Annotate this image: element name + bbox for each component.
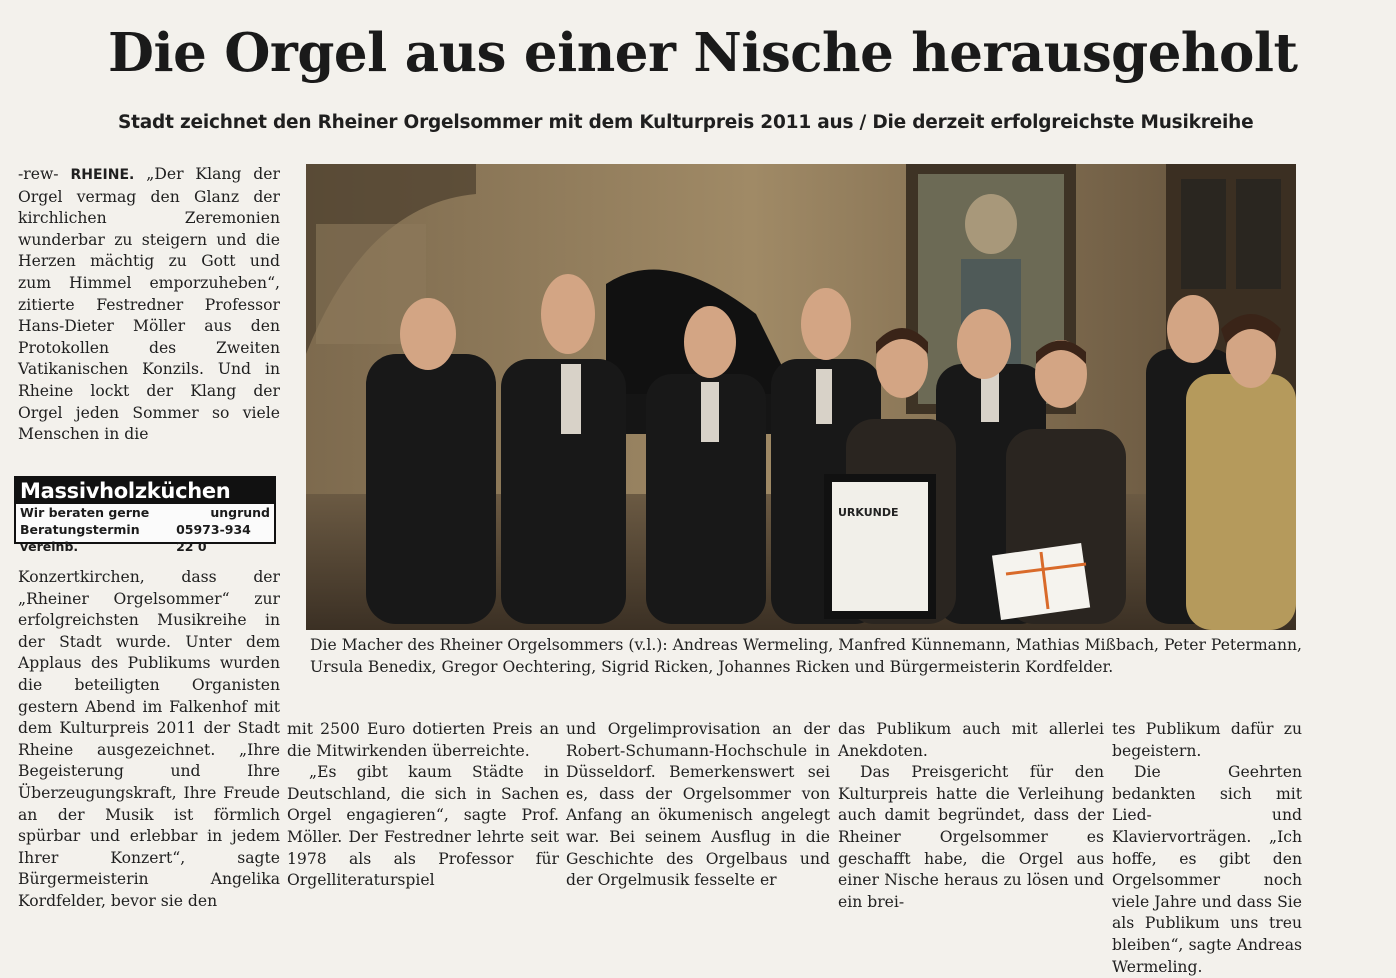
group-photo	[306, 164, 1296, 630]
photo-illustration	[306, 164, 1296, 630]
ad-appointment-text: Beratungstermin vereinb.	[20, 522, 140, 554]
classified-ad	[14, 476, 276, 554]
adjacent-article-edge-right	[1304, 0, 1396, 954]
ad-line-2	[16, 521, 274, 555]
paragraph: „Es gibt kaum Städte in Deutschland, die sich in Sachen Orgel engagieren“, sagte Prof. Möller. Der Festredner lehrte seit 1978 als als Professor für Orgelliteraturspiel	[287, 763, 559, 890]
body-column-1-continued	[18, 567, 280, 913]
adjacent-article-edge-top	[560, 0, 860, 24]
paragraph: und Orgelimprovisation an der Robert-Schumann-Hochschule in Düsseldorf. Bemerkenswert sei es, dass der Orgelsommer von Anfang an ökumenisch angelegt war. Bei seinem Ausflug in die Geschichte des Orgelbaus und der Orgelmusik fesselte er	[566, 720, 830, 890]
byline: -rew-	[18, 165, 59, 183]
paragraph: das Publikum auch mit allerlei Anekdoten.	[838, 720, 1104, 760]
certificate-label: URKUNDE	[838, 506, 899, 519]
subheadline: Stadt zeichnet den Rheiner Orgelsommer mit dem Kulturpreis 2011 aus / Die derzeit erfolgreichste Musikreihe	[118, 112, 1254, 133]
ad-title: Massivholzküchen	[16, 478, 274, 504]
paragraph: Konzertkirchen, dass der „Rheiner Orgelsommer“ zur erfolgreichsten Musikreihe in der Stadt wurde. Unter dem Applaus des Publikums wurden die beteiligten Organisten gestern Abend im Falkenhof mit dem Kulturpreis 2011 der Stadt Rheine ausgezeichnet. „Ihre Begeisterung und Ihre Überzeugungskraft, Ihre Freude an der Musik ist förmlich spürbar und erlebbar in jedem Ihrer Konzert“, sagte Bürgermeisterin Angelika Kordfelder, bevor sie den	[18, 568, 280, 910]
paragraph: Die Geehrten bedankten sich mit Lied- und Klaviervorträgen. „Ich hoffe, es gibt den Orgelsommer noch viele Jahre und dass Sie als Publikum uns treu bleiben“, sagte Andreas Wermeling.	[1112, 763, 1302, 976]
lead-paragraph: „Der Klang der Orgel vermag den Glanz der kirchlichen Zeremonien wunderbar zu steigern und die Herzen mächtig zu Gott und zum Himmel emporzuheben“, zitierte Festredner Professor Hans-Dieter Möller aus den Protokollen des Zweiten Vatikanischen Konzils. Und in Rheine lockt der Klang der Orgel jeden Sommer so viele Menschen in die	[18, 165, 280, 444]
paragraph: tes Publikum dafür zu begeistern.	[1112, 720, 1302, 760]
paragraph: Das Preisgericht für den Kulturpreis hatte die Verleihung auch damit begründet, dass der Rheiner Orgelsommer es geschafft habe, die Orgel aus einer Nische heraus zu lösen und ein brei-	[838, 763, 1104, 911]
ad-slogan: Wir beraten gerne	[20, 505, 150, 520]
ad-phone-number: 05973-934 22 0	[176, 522, 251, 554]
adjacent-article-edge-left	[0, 60, 14, 940]
body-column-2	[287, 719, 559, 892]
ad-location: ungrund	[210, 505, 270, 520]
body-column-1	[18, 164, 280, 446]
body-column-3	[566, 719, 830, 892]
body-column-4	[838, 719, 1104, 913]
ad-line-1	[16, 504, 274, 521]
body-column-5	[1112, 719, 1302, 978]
paragraph: mit 2500 Euro dotierten Preis an die Mitwirkenden überreichte.	[287, 720, 559, 760]
headline: Die Orgel aus einer Nische herausgeholt	[108, 22, 1298, 84]
dateline: RHEINE.	[70, 167, 135, 183]
photo-caption: Die Macher des Rheiner Orgelsommers (v.l.): Andreas Wermeling, Manfred Künnemann, Mathias Mißbach, Peter Petermann, Ursula Benedix, Gregor Oechtering, Sigrid Ricken, Johannes Ricken und Bürgermeisterin Kordfelder.	[310, 636, 1302, 676]
